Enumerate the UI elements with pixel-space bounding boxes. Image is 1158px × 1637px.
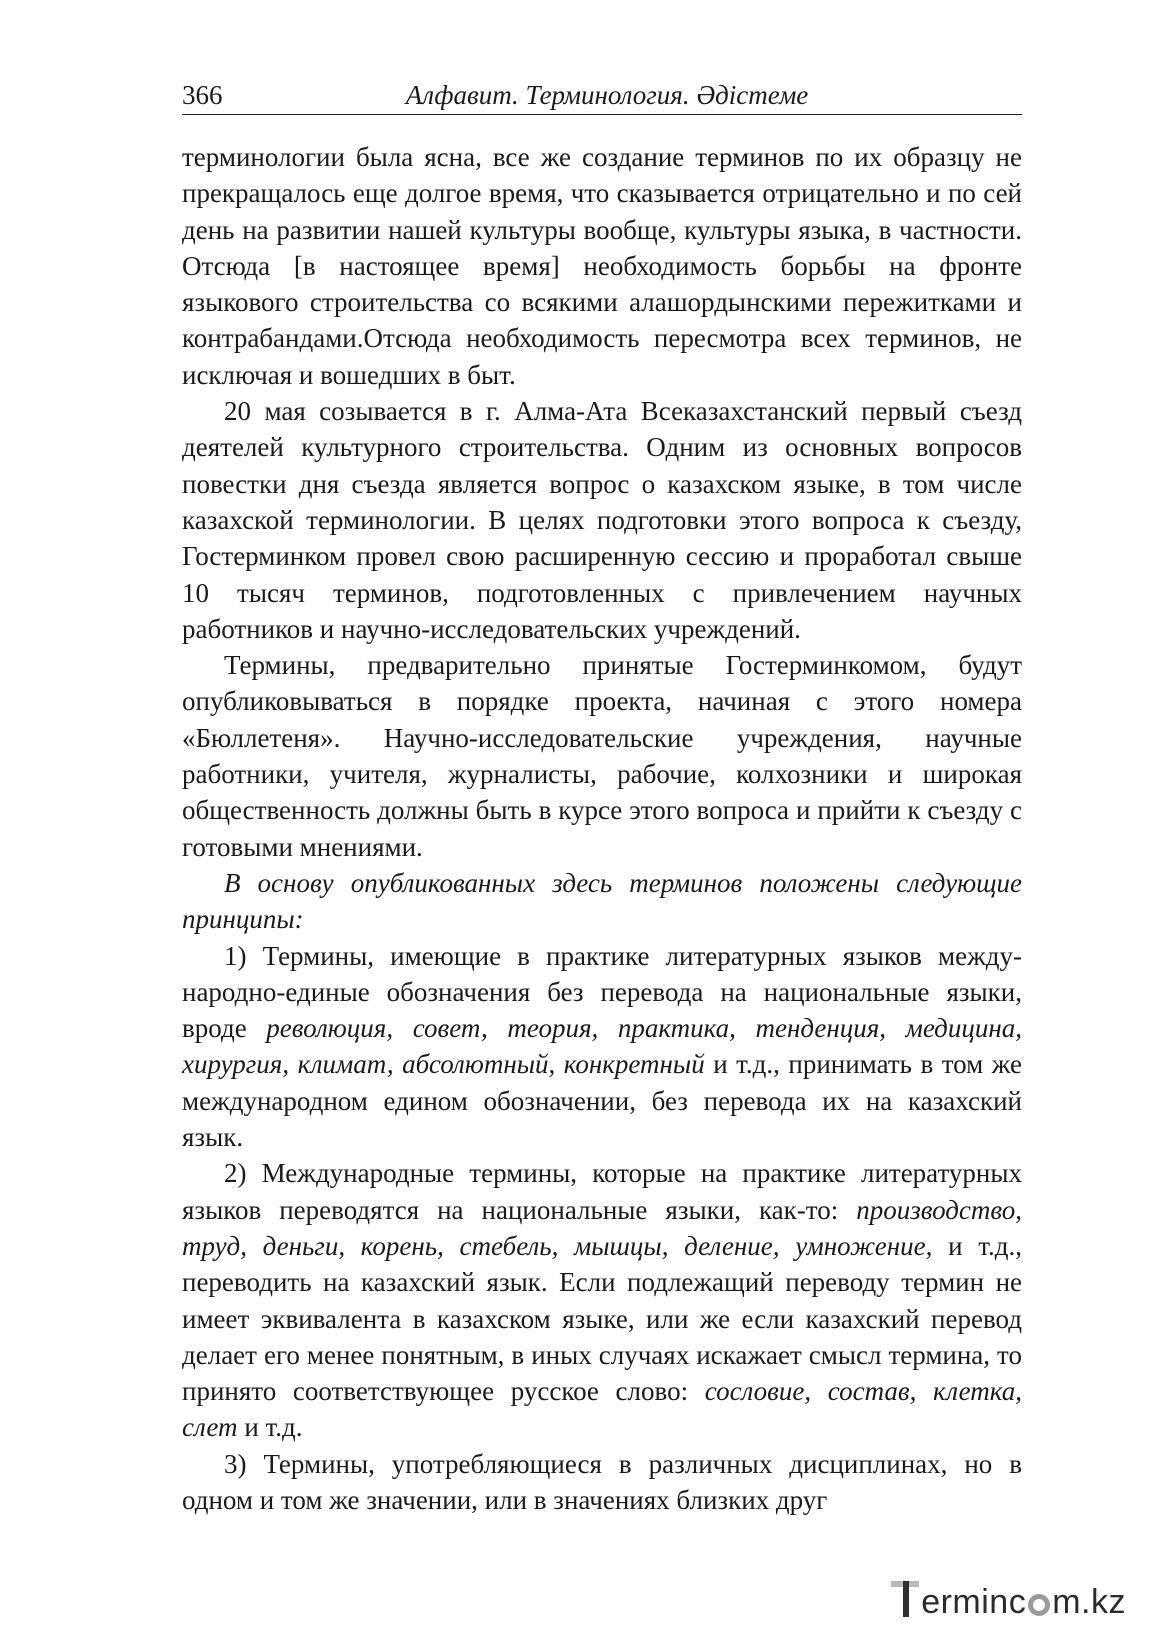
paragraph	[182, 1446, 1022, 1519]
text-run: 3) Термины, употребляющиеся в различных дисциплинах, но в одном и том же значении, или в значениях близких друг	[182, 1448, 1022, 1515]
paragraph	[182, 393, 1022, 647]
text-run: 2) Международные термины, которые на практике литературных языков переводятся на национальные языки, как-то:	[182, 1158, 1022, 1225]
page-body	[182, 139, 1022, 1518]
text-run: 20 мая созывается в г. Алма-Ата Всеказахстанский первый съезд деятелей культурного строительства. Одним из основных вопросов повестки дня съезда является вопрос о казахском языке, в том числе казахской терминологии. В целях подготовки этого вопроса к съезду, Гостерминком провел свою расширенную сессию и проработал свыше 10 тысяч терминов, подготовленных с привлечением научных работников и научно-исследовательских учреждений.	[182, 396, 1022, 644]
watermark-text-part1: erminc	[921, 1583, 1027, 1621]
page-number: 366	[182, 80, 223, 110]
text-run: 1) Термины, имеющие в практике литературных языков международно-единые обозначения без перевода на национальные языки, вроде	[182, 940, 1022, 1044]
italic-text: революция, совет, теория, практика, тенденция, медицина, хирургия, климат, абсолютный, конкретный	[182, 1013, 1022, 1080]
paragraph	[182, 865, 1022, 938]
italic-text: сословие, состав, клетка, слет	[182, 1376, 1022, 1443]
text-run: и т.д.	[237, 1412, 303, 1443]
watermark-o-icon	[1028, 1594, 1050, 1616]
termincom-logo-icon	[891, 1579, 919, 1619]
text-run: и т.д., переводить на казахский язык. Если подлежащий переводу термин не имеет эквивалента в казахском языке, или же если казахский перевод делает его менее понятным, в иных случаях искажает смысл термина, то принято соответствующее русское слово:	[182, 1230, 1022, 1407]
book-page	[182, 72, 1022, 1518]
page-header	[182, 72, 1022, 115]
running-title: Алфавит. Терминология. Әдістеме	[405, 80, 809, 110]
termincom-watermark	[891, 1577, 1126, 1619]
watermark-text-part2: m.kz	[1052, 1583, 1126, 1621]
paragraph	[182, 139, 1022, 393]
text-run: Термины, предварительно принятые Гостерминкомом, будут опубликовываться в порядке проекта, начиная с этого номера «Бюллетеня». Научно-исследовательские учреждения, научные работники, учителя, журналисты, рабочие, колхозники и широкая общественность должны быть в курсе этого вопроса и прийти к съезду с готовыми мнениями.	[182, 650, 1022, 862]
text-run: и т.д., принимать в том же международном едином обозначении, без перевода их на казахский язык.	[182, 1049, 1022, 1153]
italic-text: В основу опубликованных здесь терминов положены следующие принципы:	[182, 867, 1022, 935]
text-run: терминологии была ясна, все же создание терминов по их образцу не прекращалось еще долгое время, что сказывается отрицательно и по сей день на развитии нашей культуры вообще, культуры языка, в частности. Отсюда [в настоящее время] необходимость борьбы на фронте языкового строительства со всякими алашордынскими пережитками и контрабандами.Отсюда необходимость пересмотра всех терминов, не исключая и вошедших в быт.	[182, 142, 1022, 390]
italic-text: производство, труд, деньги, корень, стебель, мышцы, деление, умножение,	[182, 1194, 1022, 1261]
paragraph	[182, 1155, 1022, 1445]
paragraph	[182, 938, 1022, 1156]
paragraph	[182, 647, 1022, 865]
